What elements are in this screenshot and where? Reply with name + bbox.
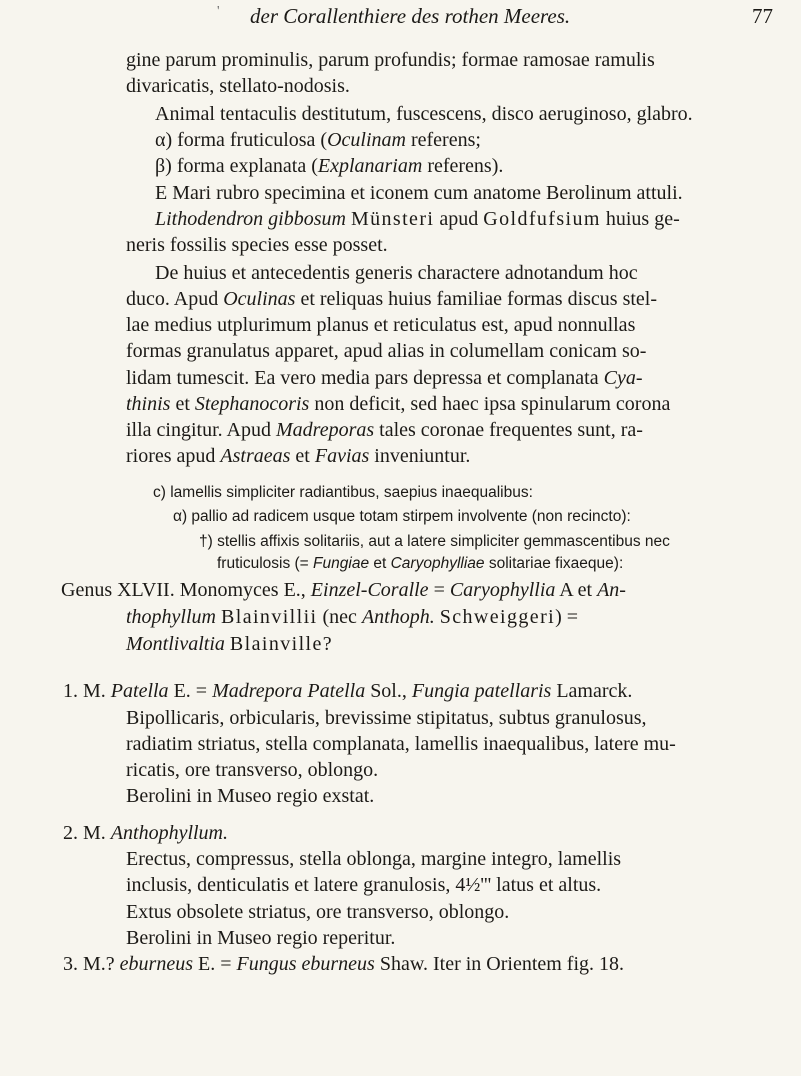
- text-line: [63, 952, 624, 976]
- text-segment: apud: [434, 208, 484, 230]
- text-segment: formas granulatus apparet, apud alias in columellam conicam so-: [126, 340, 647, 362]
- text-segment: 3. M.?: [63, 953, 120, 975]
- text-segment: Extus obsolete striatus, ore transverso, oblongo.: [126, 901, 510, 923]
- italic-text: Favias: [314, 445, 370, 467]
- text-line: [126, 847, 621, 871]
- text-segment: ricatis, ore transverso, oblongo.: [126, 759, 379, 781]
- italic-text: thinis: [126, 393, 171, 415]
- text-line: [61, 578, 626, 602]
- text-segment: =: [428, 579, 450, 601]
- text-segment: ) =: [555, 606, 579, 628]
- text-segment: et reliquas huius familiae formas discus stel-: [295, 288, 658, 310]
- text-segment: α) pallio ad radicem usque totam stirpem involvente (non recincto):: [173, 508, 631, 525]
- text-line: [153, 483, 533, 503]
- text-segment: Sol.,: [365, 680, 412, 702]
- text-line: [126, 287, 657, 311]
- italic-text: Montlivaltia: [126, 633, 225, 655]
- text-segment: α) forma fruticulosa (: [155, 129, 328, 151]
- italic-text: Einzel-Coralle: [310, 579, 429, 601]
- running-header: [0, 4, 801, 30]
- text-segment: riores apud: [126, 445, 221, 467]
- text-line: [126, 926, 395, 950]
- text-line: [126, 233, 388, 257]
- text-line: [126, 632, 332, 656]
- text-segment: E. =: [193, 953, 237, 975]
- text-segment: inclusis, denticulatis et latere granulosis, 4½''' latus et altus.: [126, 874, 602, 896]
- text-line: [126, 48, 655, 72]
- italic-text: Anthophyllum.: [110, 822, 229, 844]
- text-line: [126, 444, 470, 468]
- text-line: [126, 706, 647, 730]
- text-line: [155, 102, 693, 126]
- italic-text: eburneus: [119, 953, 193, 975]
- text-segment: Münsteri: [350, 208, 435, 230]
- text-segment: β) forma explanata (: [155, 155, 318, 177]
- text-segment: solitariae fixaeque):: [484, 555, 624, 572]
- text-segment: huius ge-: [600, 208, 680, 230]
- italic-text: Fungia patellaris: [411, 680, 552, 702]
- italic-text: Oculinas: [223, 288, 296, 310]
- text-segment: fruticulosis (=: [217, 555, 314, 572]
- text-segment: Berolini in Museo regio exstat.: [126, 785, 375, 807]
- italic-text: Cya-: [603, 367, 643, 389]
- text-segment: Genus XLVII. Monomyces E.,: [61, 579, 311, 601]
- text-line: [199, 532, 670, 552]
- text-segment: non deficit, sed haec ipsa spinularum corona: [309, 393, 671, 415]
- text-segment: Goldfufsium: [483, 208, 601, 230]
- text-segment: tales coronae frequentes sunt, ra-: [374, 419, 643, 441]
- italic-text: Madreporas: [276, 419, 375, 441]
- text-segment: neris fossilis species esse posset.: [126, 234, 388, 256]
- text-segment: Blainville: [229, 633, 323, 655]
- text-line: [126, 900, 509, 924]
- text-line: [126, 732, 676, 756]
- text-segment: A et: [555, 579, 598, 601]
- text-line: [155, 154, 503, 178]
- text-line: [126, 784, 374, 808]
- text-segment: E Mari rubro specimina et iconem cum anatome Berolinum attuli.: [155, 182, 683, 204]
- text-line: [63, 679, 632, 703]
- text-segment: illa cingitur. Apud: [126, 419, 276, 441]
- text-segment: ?: [322, 633, 332, 655]
- text-line: [173, 507, 631, 527]
- header-mark: ': [217, 4, 220, 19]
- text-segment: (nec: [317, 606, 362, 628]
- text-segment: referens;: [405, 129, 481, 151]
- text-segment: lae medius utplurimum planus et reticulatus est, apud nonnullas: [126, 314, 636, 336]
- text-line: [217, 554, 623, 574]
- text-segment: c) lamellis simpliciter radiantibus, saepius inaequalibus:: [153, 484, 533, 501]
- text-segment: †) stellis affixis solitariis, aut a latere simpliciter gemmascentibus nec: [199, 533, 670, 550]
- italic-text: Lithodendron gibbosum: [155, 208, 346, 230]
- italic-text: Oculinam: [327, 129, 406, 151]
- text-segment: et: [290, 445, 315, 467]
- text-line: [126, 758, 378, 782]
- text-segment: Blainvillii: [221, 606, 318, 628]
- italic-text: thophyllum: [126, 606, 216, 628]
- italic-text: Explanariam: [317, 155, 423, 177]
- text-line: [126, 392, 670, 416]
- text-segment: divaricatis, stellato-nodosis.: [126, 75, 350, 97]
- text-segment: gine parum prominulis, parum profundis; formae ramosae ramulis: [126, 49, 655, 71]
- italic-text: Fungiae: [313, 555, 370, 572]
- text-segment: E. =: [168, 680, 213, 702]
- italic-text: Anthoph.: [361, 606, 435, 628]
- italic-text: Stephanocoris: [194, 393, 310, 415]
- text-line: [155, 181, 683, 205]
- text-segment: inveniuntur.: [369, 445, 471, 467]
- text-segment: referens).: [422, 155, 504, 177]
- text-segment: Berolini in Museo regio reperitur.: [126, 927, 396, 949]
- text-line: [155, 207, 680, 231]
- text-segment: 1. M.: [63, 680, 111, 702]
- text-line: [126, 418, 643, 442]
- text-line: [126, 74, 350, 98]
- running-title: der Corallenthiere des rothen Meeres.: [250, 4, 571, 28]
- text-segment: Animal tentaculis destitutum, fuscescens, disco aeruginoso, glabro.: [155, 103, 693, 125]
- text-line: [126, 339, 646, 363]
- italic-text: An-: [597, 579, 626, 601]
- italic-text: Astraeas: [220, 445, 291, 467]
- text-segment: lidam tumescit. Ea vero media pars depressa et complanata: [126, 367, 604, 389]
- text-segment: radiatim striatus, stella complanata, lamellis inaequalibus, latere mu-: [126, 733, 676, 755]
- text-segment: 2. M.: [63, 822, 111, 844]
- text-line: [126, 313, 635, 337]
- text-segment: et: [369, 555, 391, 572]
- text-line: [155, 261, 638, 285]
- text-segment: et: [170, 393, 195, 415]
- text-line: [126, 873, 601, 897]
- italic-text: Caryophylliae: [390, 555, 485, 572]
- text-segment: Bipollicaris, orbicularis, brevissime stipitatus, subtus granulosus,: [126, 707, 647, 729]
- text-line: [126, 366, 643, 390]
- text-segment: De huius et antecedentis generis charactere adnotandum hoc: [155, 262, 638, 284]
- text-segment: duco. Apud: [126, 288, 224, 310]
- italic-text: Fungus eburneus: [236, 953, 375, 975]
- text-segment: Erectus, compressus, stella oblonga, margine integro, lamellis: [126, 848, 622, 870]
- text-segment: Schweiggeri: [439, 606, 556, 628]
- text-line: [155, 128, 481, 152]
- text-segment: Lamarck.: [551, 680, 633, 702]
- text-segment: Shaw. Iter in Orientem fig. 18.: [374, 953, 625, 975]
- italic-text: Caryophyllia: [449, 579, 556, 601]
- text-line: [63, 821, 228, 845]
- page-number: 77: [752, 4, 773, 28]
- italic-text: Patella: [110, 680, 169, 702]
- text-line: [126, 605, 578, 629]
- italic-text: Madrepora Patella: [212, 680, 366, 702]
